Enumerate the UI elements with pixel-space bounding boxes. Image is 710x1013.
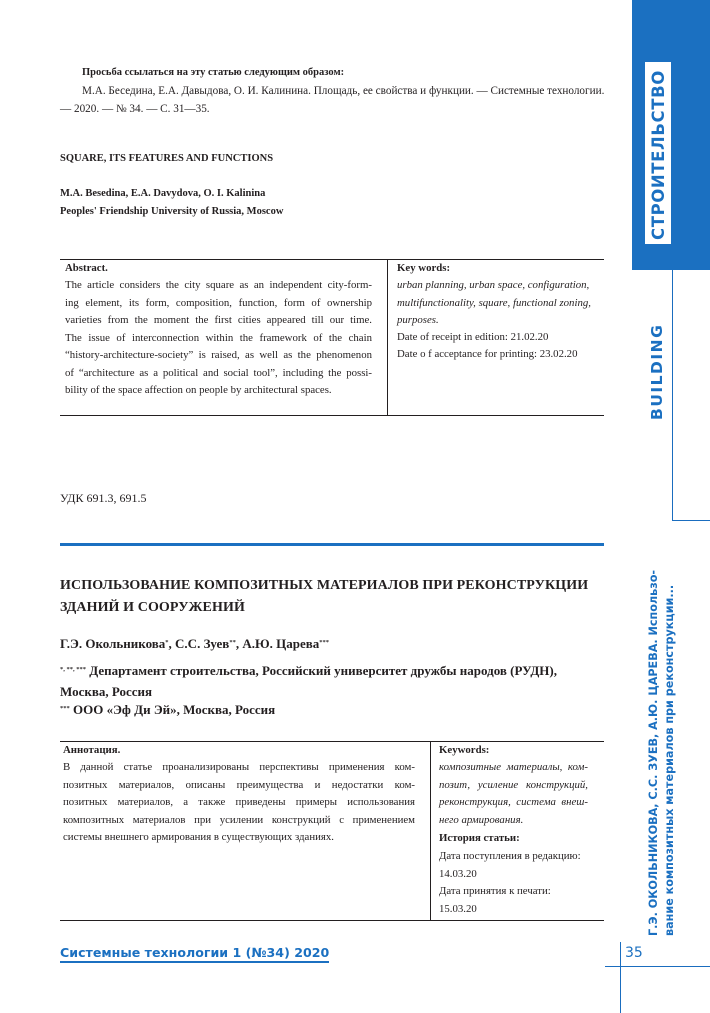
ru-received-label: Дата поступления в редакцию: [439,850,581,862]
author-name: А.Ю. Царева [242,636,320,651]
ru-keywords-line: позит, усиление конструкций, [439,778,588,791]
citation-line1: М.А. Беседина, Е.А. Давыдова, О. И. Калинина. Площадь, ее свойства и функции. — Системные технологии. [82,85,605,97]
page-number: 35 [625,945,643,961]
ru-abstract-bottom-rule [60,920,604,921]
en-keywords-line: urban planning, urban space, configuration, [397,279,590,291]
ru-accepted-date: 15.03.20 [439,903,477,915]
ru-article-top-rule [60,543,604,546]
ru-title-line: ЗДАНИЙ И СООРУЖЕНИЙ [60,600,245,615]
ru-keywords-line: него армирования. [439,813,524,826]
author-mark: ** [229,639,236,646]
ru-abstract-column-divider [430,741,431,921]
en-abstract-line: varieties from the moment the first cities appeared till our time. [65,314,372,326]
journal-footer-title: Системные технологии 1 (№34) 2020 [60,945,329,963]
en-keywords-label: Key words: [397,262,451,274]
en-abstract-text [65,277,372,400]
en-authors: M.A. Besedina, E.A. Davydova, O. I. Kalinina [60,188,266,199]
ru-article-title [60,575,588,619]
citation-line2: — 2020. — № 34. — С. 31—35. [60,103,210,115]
en-receipt-date: Date of receipt in edition: 21.02.20 [397,331,549,343]
ru-history-label: История статьи: [439,832,520,844]
ru-abstract-line: позитных материалов, а также приведены примеры использования [63,796,415,808]
footer-rule [605,966,710,967]
author-mark: * [165,639,169,646]
section-label-ru: СТРОИТЕЛЬСТВО [649,70,668,240]
ru-keywords-label: Keywords: [439,744,490,756]
ru-accepted-label: Дата принятия к печати: [439,885,551,897]
en-abstract-line: “history-architecture-society” is raised, as well as the phenomenon [65,349,372,361]
en-abstract-label: Abstract. [65,262,108,274]
en-abstract-line: of “architecture as a political and social tool”, including the possi- [65,366,372,379]
sidebar-divider-line [672,270,673,520]
running-header-line2: вание композитных материалов при реконструкции... [663,584,676,936]
ru-affiliation-1 [60,660,557,702]
author-mark: *** [319,639,329,646]
ru-affiliation-2 [60,702,275,718]
en-abstract-line: The issue of interconnection within the framework of the chain [65,331,372,344]
ru-abstract-label: Аннотация. [63,744,121,756]
ru-title-line: ИСПОЛЬЗОВАНИЕ КОМПОЗИТНЫХ МАТЕРИАЛОВ ПРИ РЕКОНСТРУКЦИИ [60,578,589,593]
ru-authors: Г.Э. Окольникова*, С.С. Зуев**, А.Ю. Царева*** [60,636,329,651]
running-header-line1: Г.Э. ОКОЛЬНИКОВА, С.С. ЗУЕВ, А.Ю. ЦАРЕВА. Использо- [647,569,660,936]
affiliation-mark: *** [60,705,70,712]
en-abstract-bottom-rule [60,415,604,416]
section-color-block [632,0,710,270]
en-keywords [397,277,607,330]
en-abstract-top-rule [60,259,604,260]
en-keywords-line: purposes. [397,314,439,326]
ru-abstract-text [63,759,415,847]
en-abstract-column-divider [387,259,388,416]
citation-label: Просьба ссылаться на эту статью следующим образом: [82,67,345,78]
en-abstract-line: The article considers the city square as an independent city-form- [65,279,372,291]
author-name: Г.Э. Окольникова [60,636,166,651]
ru-keywords [439,759,588,829]
en-acceptance-date: Date o f acceptance for printing: 23.02.20 [397,348,578,360]
page-number-rule [620,942,621,1013]
affiliation-text: ООО «Эф Ди Эй», Москва, Россия [73,702,276,717]
ru-keywords-line: композитные материалы, ком- [439,761,588,773]
affiliation-text: Москва, Россия [60,684,153,699]
ru-abstract-line: системы внешнего армирования в существующих зданиях. [63,831,334,843]
ru-received-date: 14.03.20 [439,868,477,880]
ru-abstract-line: В данной статье проанализированы перспективы применения ком- [63,761,415,773]
sidebar-separator [672,520,710,521]
affiliation-mark: *, **, *** [60,666,86,673]
en-affiliation: Peoples' Friendship University of Russia, Moscow [60,206,284,217]
en-article-title: SQUARE, ITS FEATURES AND FUNCTIONS [60,153,274,164]
ru-abstract-line: позитных материалов, описаны преимущества и недостатки ком- [63,778,415,791]
ru-abstract-top-rule [60,741,604,742]
en-abstract-line: bility of the space affection on people by architectural spaces. [65,384,332,396]
ru-keywords-line: реконструкция, система внеш- [439,796,588,808]
section-label-en: BUILDING [648,323,666,420]
udk-code: УДК 691.3, 691.5 [60,491,147,505]
en-abstract-line: ing element, its form, composition, function, form of ownership [65,296,372,309]
ru-abstract-line: композитных материалов при усилении конструкций с применением [63,813,415,826]
author-name: С.С. Зуев [175,636,230,651]
en-keywords-line: multifunctionality, square, functional zoning, [397,296,591,309]
affiliation-text: Департамент строительства, Российский университет дружбы народов (РУДН), [89,663,557,678]
